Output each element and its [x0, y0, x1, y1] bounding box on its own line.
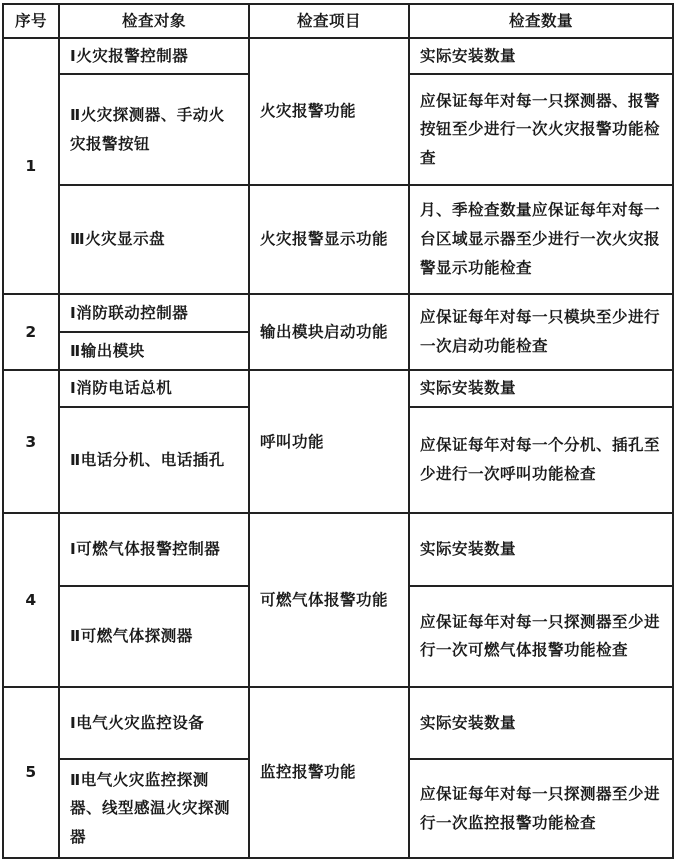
header-object: 检查对象 — [59, 4, 249, 38]
check-item: 呼叫功能 — [249, 370, 409, 513]
row-number: 1 — [3, 38, 59, 294]
table-row — [3, 294, 673, 332]
check-quantity: 应保证每年对每一个分机、插孔至少进行一次呼叫功能检查 — [409, 407, 673, 514]
check-item: 火灾报警功能 — [249, 38, 409, 185]
header-row — [3, 4, 673, 38]
check-object: Ⅲ火灾显示盘 — [59, 185, 249, 294]
check-object: Ⅱ电气火灾监控探测器、线型感温火灾探测器 — [59, 759, 249, 858]
header-no: 序号 — [3, 4, 59, 38]
check-item: 火灾报警显示功能 — [249, 185, 409, 294]
inspection-table — [2, 3, 674, 859]
check-quantity: 实际安装数量 — [409, 687, 673, 760]
check-quantity: 实际安装数量 — [409, 38, 673, 74]
header-item: 检查项目 — [249, 4, 409, 38]
table-row — [3, 38, 673, 74]
table-row — [3, 513, 673, 586]
check-item: 可燃气体报警功能 — [249, 513, 409, 686]
header-quantity: 检查数量 — [409, 4, 673, 38]
check-object: Ⅱ输出模块 — [59, 332, 249, 370]
check-object: Ⅰ消防电话总机 — [59, 370, 249, 406]
check-item: 输出模块启动功能 — [249, 294, 409, 371]
check-quantity: 月、季检查数量应保证每年对每一台区域显示器至少进行一次火灾报警显示功能检查 — [409, 185, 673, 294]
check-object: Ⅰ消防联动控制器 — [59, 294, 249, 332]
check-object: Ⅱ可燃气体探测器 — [59, 586, 249, 687]
check-object: Ⅰ火灾报警控制器 — [59, 38, 249, 74]
check-quantity: 实际安装数量 — [409, 513, 673, 586]
row-number: 5 — [3, 687, 59, 858]
check-quantity: 应保证每年对每一只探测器至少进行一次监控报警功能检查 — [409, 759, 673, 858]
check-object: Ⅱ电话分机、电话插孔 — [59, 407, 249, 514]
check-item: 监控报警功能 — [249, 687, 409, 858]
check-quantity: 应保证每年对每一只模块至少进行一次启动功能检查 — [409, 294, 673, 371]
row-number: 3 — [3, 370, 59, 513]
row-number: 2 — [3, 294, 59, 371]
check-quantity: 应保证每年对每一只探测器至少进行一次可燃气体报警功能检查 — [409, 586, 673, 687]
check-object: Ⅱ火灾探测器、手动火灾报警按钮 — [59, 74, 249, 185]
check-object: Ⅰ可燃气体报警控制器 — [59, 513, 249, 586]
table-row — [3, 185, 673, 294]
check-quantity: 应保证每年对每一只探测器、报警按钮至少进行一次火灾报警功能检查 — [409, 74, 673, 185]
check-quantity: 实际安装数量 — [409, 370, 673, 406]
row-number: 4 — [3, 513, 59, 686]
table-row — [3, 687, 673, 760]
check-object: Ⅰ电气火灾监控设备 — [59, 687, 249, 760]
table-row — [3, 370, 673, 406]
